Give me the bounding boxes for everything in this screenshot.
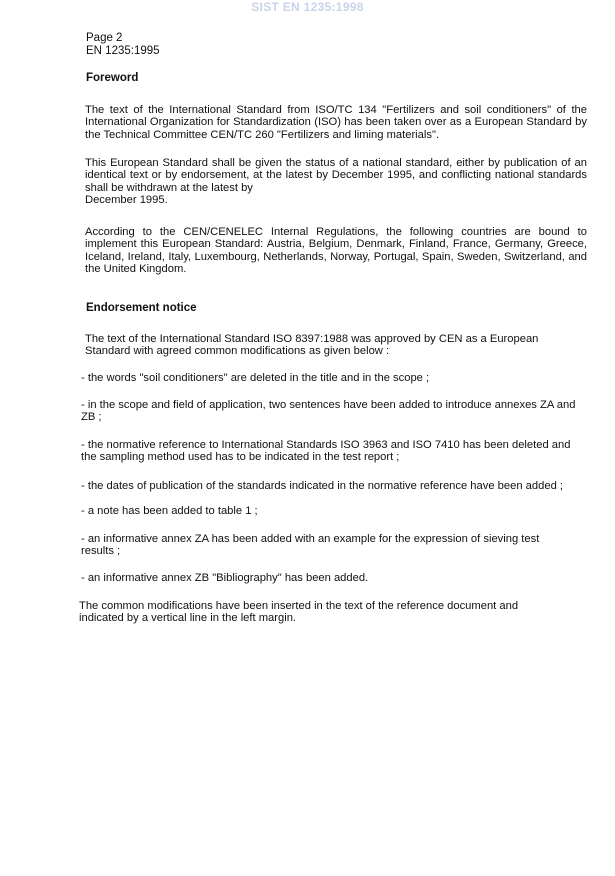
foreword-paragraph-2: This European Standard shall be given the status of a national standard, either by publication of an identical text or by endorsement, at the latest by December 1995, and conflicting national standards shall be withdrawn at the latest by xyxy=(85,157,587,194)
foreword-paragraph-3: According to the CEN/CENELEC Internal Regulations, the following countries are bound to implement this European Standard: Austria, Belgium, Denmark, Finland, France, Germany, Greece, Iceland, Ireland, Italy, Luxembourg, Netherlands, Norway, Portugal, Spain, Sweden, Switzerland, and the United Kingdom. xyxy=(85,226,587,276)
foreword-paragraph-2-date: December 1995. xyxy=(85,194,168,206)
endorsement-closing: The common modifications have been inserted in the text of the reference document and indicated by a vertical line in the left margin. xyxy=(79,600,519,625)
document-identifier: EN 1235:1995 xyxy=(86,45,160,57)
modification-item: - the words "soil conditioners" are deleted in the title and in the scope ; xyxy=(81,372,430,384)
foreword-paragraph-1: The text of the International Standard from ISO/TC 134 "Fertilizers and soil conditioners" of the International Organization for Standardization (ISO) has been taken over as a European Standard by the Technical Committee CEN/TC 260 "Fertilizers and liming materials". xyxy=(85,104,587,141)
modification-item: - an informative annex ZB "Bibliography" has been added. xyxy=(81,572,369,584)
modification-item: - a note has been added to table 1 ; xyxy=(81,505,258,517)
endorsement-intro: The text of the International Standard ISO 8397:1988 was approved by CEN as a European Standard with agreed common modifications as given below : xyxy=(85,333,539,358)
modification-item: - in the scope and field of application, two sentences have been added to introduce annexes ZA and ZB ; xyxy=(81,399,576,424)
modification-item: - the dates of publication of the standards indicated in the normative reference have been added ; xyxy=(81,480,564,492)
modification-item: - an informative annex ZA has been added with an example for the expression of sieving test results ; xyxy=(81,533,540,558)
page-number: Page 2 xyxy=(86,32,123,44)
document-watermark: SIST EN 1235:1998 xyxy=(251,0,364,14)
endorsement-heading: Endorsement notice xyxy=(86,302,197,314)
foreword-heading: Foreword xyxy=(86,72,139,84)
modification-item: - the normative reference to International Standards ISO 3963 and ISO 7410 has been deleted and the sampling method used has to be indicated in the test report ; xyxy=(81,439,571,464)
